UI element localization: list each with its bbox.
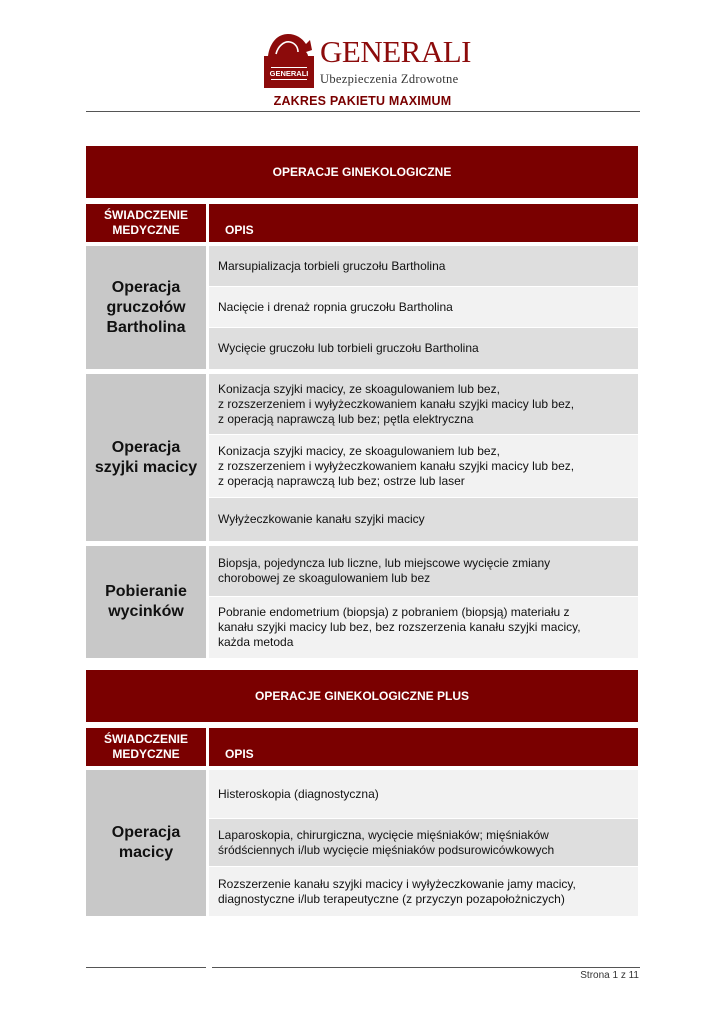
description-text: Biopsja, pojedyncza lub liczne, lub miejscowe wycięcie zmiany chorobowej ze skoagulowaniem lub bez [218, 556, 551, 585]
description-row [209, 867, 638, 916]
description-text: Pobranie endometrium (biopsja) z pobraniem (biopsją) materiału z kanału szyjki macicy lub bez, bez rozszerzenia kanału szyjki macicy, każda metoda [218, 605, 581, 649]
description-text: Rozszerzenie kanału szyjki macicy i wyłyżeczkowanie jamy macicy, diagnostyczne i/lub terapeutyczne (z przyczyn pozapołożniczych) [218, 876, 576, 906]
description-text: Konizacja szyjki macicy, ze skoagulowaniem lub bez, z rozszerzeniem i wyłyżeczkowaniem kanału szyjki macicy lub bez, z operacją naprawczą lub bez; ostrze lub laser [218, 443, 575, 488]
emblem-text: GENERALI [269, 69, 309, 78]
page-number: Strona 1 z 11 [580, 970, 639, 981]
description-text: Wyłyżeczkowanie kanału szyjki macicy [218, 512, 425, 526]
description-row [209, 435, 638, 497]
generali-logo [262, 28, 492, 90]
category-label: Operacja szyjki macicy [94, 438, 198, 476]
description-row [209, 287, 638, 327]
category-cell [86, 770, 206, 916]
description-row [209, 819, 638, 866]
column-header-description [209, 204, 638, 242]
document-title: ZAKRES PAKIETU MAXIMUM [273, 94, 452, 108]
description-row [209, 546, 638, 596]
brand-name: GENERALI [320, 34, 471, 69]
section-title: OPERACJE GINEKOLOGICZNE PLUS [254, 689, 470, 703]
category-cell [86, 374, 206, 541]
title-divider [86, 111, 640, 112]
description-row [209, 328, 638, 369]
section-header [86, 670, 638, 722]
description-row [209, 770, 638, 818]
footer-divider [86, 967, 206, 968]
description-text: Konizacja szyjki macicy, ze skoagulowaniem lub bez, z rozszerzeniem i wyłyżeczkowaniem kanału szyjki macicy lub bez, z operacją naprawczą lub bez; pętla elektryczna [218, 381, 575, 426]
column-header-description-label: OPIS [225, 747, 254, 761]
category-label: Operacja gruczołów Bartholina [106, 278, 186, 336]
column-header-service [86, 728, 206, 766]
description-text: Nacięcie i drenaż ropnia gruczołu Bartholina [218, 299, 453, 314]
category-label: Operacja macicy [111, 824, 181, 861]
section-title: OPERACJE GINEKOLOGICZNE [272, 165, 452, 179]
description-row [209, 374, 638, 434]
section-header [86, 146, 638, 198]
lion-emblem-icon [262, 28, 316, 90]
description-text: Wycięcie gruczołu lub torbieli gruczołu Bartholina [218, 341, 479, 355]
category-cell [86, 546, 206, 658]
description-text: Marsupializacja torbieli gruczołu Bartholina [218, 258, 446, 273]
description-row [209, 246, 638, 286]
description-row [209, 597, 638, 658]
category-cell [86, 246, 206, 369]
description-row [209, 498, 638, 541]
column-header-description-label: OPIS [225, 223, 254, 237]
category-label: Pobieranie wycinków [105, 583, 187, 620]
column-header-service-label: ŚWIADCZENIE MEDYCZNE [104, 732, 188, 761]
brand-subtitle: Ubezpieczenia Zdrowotne [320, 72, 459, 86]
column-header-description [209, 728, 638, 766]
description-text: Histeroskopia (diagnostyczna) [218, 786, 379, 801]
footer-divider [212, 967, 640, 968]
description-text: Laparoskopia, chirurgiczna, wycięcie mięśniaków; mięśniaków śródściennych i/lub wycięcie mięśniaków podsurowicówkowych [218, 827, 555, 857]
column-header-service [86, 204, 206, 242]
column-header-service-label: ŚWIADCZENIE MEDYCZNE [104, 208, 188, 237]
